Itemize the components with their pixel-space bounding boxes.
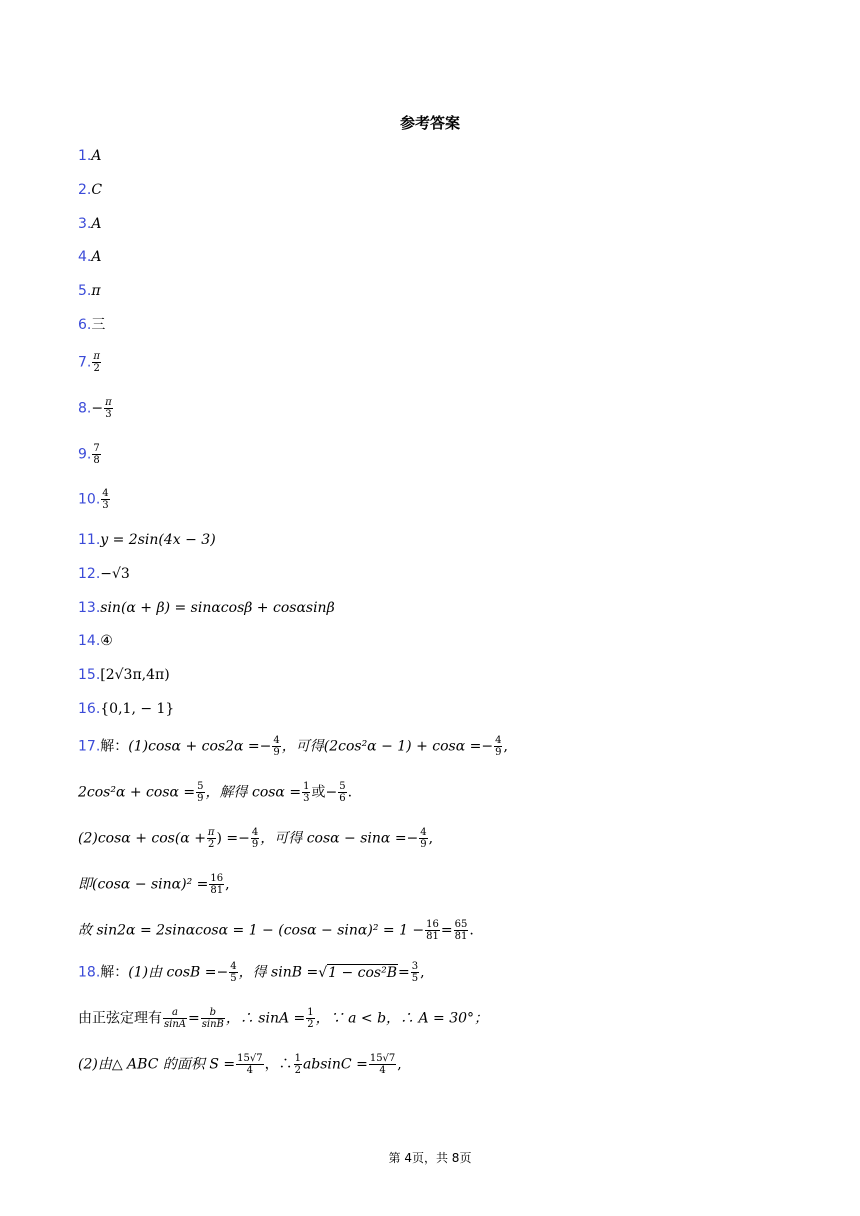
- fraction: $\frac{\pi}{3}$: [105, 397, 112, 420]
- fraction: $\frac{7}{8}$: [93, 443, 100, 466]
- fraction: $\frac{1}{2}$: [307, 1007, 314, 1030]
- answer-2: 2.C: [78, 182, 103, 198]
- fraction: $\frac{b}{\sin B}$: [201, 1007, 224, 1030]
- q17-line-1: 17.解：(1)cosα + cos2α =− $\frac{4}{9}$ ，可得(2cos²α − 1) + cosα =− $\frac{4}{9}$ ,: [78, 735, 508, 758]
- fraction: $\frac{1}{2}$: [294, 1053, 301, 1076]
- fraction: $\frac{15√7}{4}$: [237, 1053, 263, 1076]
- fraction: $\frac{\pi}{2}$: [93, 351, 100, 374]
- fraction: $\frac{16}{81}$: [210, 873, 224, 896]
- q18-line-2: 由正弦定理有 $\frac{a}{\sin A}$ = $\frac{b}{\sin B}$ ，∴ sinA = $\frac{1}{2}$ ，∵ a < b，∴ A = 30°；: [78, 1007, 489, 1030]
- fraction: $\frac{65}{81}$: [454, 919, 468, 942]
- q17-line-3: (2)cosα + cos(α + $\frac{\pi}{2}$ ) =− $\frac{4}{9}$ ，可得 cosα − sinα =− $\frac{4}{9}$ ,: [78, 827, 434, 850]
- fraction: $\frac{4}{3}$: [102, 488, 109, 511]
- page-footer: 第 4页，共 8页: [388, 1151, 472, 1165]
- fraction: $\frac{4}{9}$: [495, 735, 502, 758]
- answer-9: 9. $\frac{7}{8}$: [78, 443, 100, 466]
- fraction: $\frac{1}{3}$: [303, 781, 310, 804]
- answer-6: 6.三: [78, 317, 106, 333]
- answer-12: 12.−√3: [78, 566, 130, 582]
- page-title: 参考答案: [399, 114, 460, 132]
- fraction: $\frac{3}{5}$: [411, 961, 419, 984]
- answer-16: 16.{0,1, − 1}: [78, 701, 175, 717]
- answer-8: 8.− $\frac{\pi}{3}$: [78, 397, 112, 420]
- answer-11: 11.y = 2sin(4x − 3): [78, 532, 216, 548]
- answer-3: 3.A: [78, 216, 102, 232]
- fraction: $\frac{16}{81}$: [426, 919, 439, 942]
- fraction: $\frac{5}{9}$: [197, 781, 204, 804]
- fraction: $\frac{4}{5}$: [230, 961, 237, 984]
- fraction: $\frac{4}{9}$: [251, 827, 259, 850]
- answer-13: 13.sin(α + β) = sinαcosβ + cosαsinβ: [78, 600, 335, 616]
- q17-line-4: 即(cosα − sinα)² = $\frac{16}{81}$ ,: [78, 873, 230, 896]
- answer-14: 14.④: [78, 633, 113, 649]
- answer-15: 15.[2√3π,4π): [78, 667, 170, 683]
- fraction: $\frac{15√7}{4}$: [369, 1053, 396, 1076]
- fraction: $\frac{a}{\sin A}$: [164, 1007, 186, 1030]
- q18-line-3: (2)由△ ABC 的面积 S = $\frac{15√7}{4}$ ，∴ $\frac{1}{2}$ absinC = $\frac{15√7}{4}$ ,: [78, 1053, 402, 1076]
- answer-10: 10. $\frac{4}{3}$: [78, 488, 109, 511]
- answer-1: 1.A: [78, 148, 102, 164]
- fraction: $\frac{4}{9}$: [420, 827, 427, 850]
- q17-line-5: 故 sin2α = 2sinαcosα = 1 − (cosα − sinα)² = 1 − $\frac{16}{81}$ = $\frac{65}{81}$ .: [78, 919, 474, 942]
- answer-7: 7. $\frac{\pi}{2}$: [78, 351, 100, 374]
- answer-4: 4.A: [78, 249, 102, 265]
- fraction: $\frac{\pi}{2}$: [207, 827, 215, 850]
- square-root: √1 − cos²B: [318, 964, 398, 981]
- fraction: $\frac{4}{9}$: [273, 735, 280, 758]
- fraction: $\frac{5}{6}$: [339, 781, 346, 804]
- q17-line-2: 2cos²α + cosα = $\frac{5}{9}$ ，解得 cosα = $\frac{1}{3}$ 或− $\frac{5}{6}$ .: [78, 781, 353, 804]
- q18-line-1: 18.解：(1)由 cosB =− $\frac{4}{5}$ ，得 sinB =√1 − cos²B= $\frac{3}{5}$ ,: [78, 961, 425, 984]
- answer-5: 5.π: [78, 283, 101, 299]
